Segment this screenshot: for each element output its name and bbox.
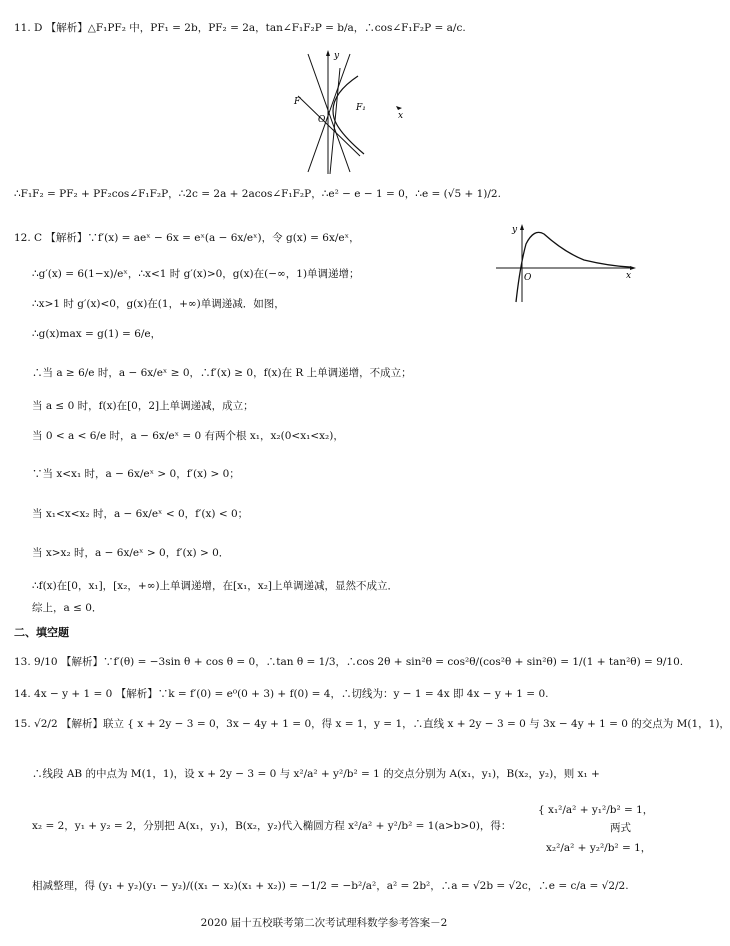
q12-line9: 当 x₁<x<x₂ 时，a − 6x/eˣ < 0，f′(x) < 0；	[32, 508, 249, 520]
q11-label-F: F	[294, 97, 301, 107]
q12-line10: 当 x>x₂ 时，a − 6x/eˣ > 0，f′(x) > 0．	[32, 547, 230, 559]
q15-line3: x₂ = 2，y₁ + y₂ = 2，分别把 A(x₁，y₁)，B(x₂，y₂)代入椭圆方程 x²/a² + y²/b² = 1(a>b>0)，得：	[32, 820, 512, 832]
q15-line2: ∴线段 AB 的中点为 M(1，1)，设 x + 2y − 3 = 0 与 x²/a² + y²/b² = 1 的交点分别为 A(x₁，y₁)，B(x₂，y₂)，则 x₁ +	[32, 768, 600, 780]
q15-system-eq2: x₂²/a² + y₂²/b² = 1，	[546, 842, 652, 854]
q15-two-eq-label: 两式	[610, 822, 631, 834]
q12-g-curve	[516, 232, 630, 302]
q12-line11: ∴f(x)在[0，x₁]，[x₂，+∞)上单调递增，在[x₁，x₂]上单调递减，显然不成立．	[32, 580, 399, 592]
q11-x-arrow	[396, 106, 402, 110]
q15-line1: 15. √2/2 【解析】联立 { x + 2y − 3 = 0，3x − 4y + 1 = 0，得 x = 1，y = 1，∴直线 x + 2y − 3 = 0 与 3x − 4y + 1 = 0 的交点为 M(1，1)，	[14, 718, 730, 730]
q12-line6: 当 a ≤ 0 时，f(x)在[0，2]上单调递减，成立；	[32, 400, 254, 412]
section-fill-in-title: 二、填空题	[14, 626, 69, 639]
q12-line8: ∵当 x<x₁ 时，a − 6x/eˣ > 0，f′(x) > 0；	[32, 468, 240, 480]
q11-y-axis-arrow	[326, 50, 330, 56]
q12-line5: ∴当 a ≥ 6/e 时，a − 6x/eˣ ≥ 0，∴f′(x) ≥ 0，f(x)在 R 上单调递增，不成立；	[32, 367, 412, 379]
q12-line3: ∴x>1 时 g′(x)<0，g(x)在(1，+∞)单调递减．如图，	[32, 298, 285, 310]
q12-y-axis-arrow	[520, 224, 524, 230]
q11-hyperbola-figure	[288, 46, 418, 176]
q11-line-1	[298, 96, 360, 156]
q13-line: 13. 9/10 【解析】∵f′(θ) = −3sin θ + cos θ = 0，∴tan θ = 1/3，∴cos 2θ + sin²θ = cos²θ/(cos²θ + sin²θ) = 1/(1 + tan²θ) = 9/10.	[14, 656, 684, 668]
q12-line2: ∴g′(x) = 6(1−x)/eˣ，∴x<1 时 g′(x)>0，g(x)在(−∞，1)单调递增；	[32, 268, 360, 280]
q12-line4: ∴g(x)max = g(1) = 6/e，	[32, 328, 162, 340]
q11-label-y: y	[334, 51, 340, 61]
q11-line2: ∴F₁F₂ = PF₂ + PF₂cos∠F₁F₂P，∴2c = 2a + 2acos∠F₁F₂P，∴e² − e − 1 = 0，∴e = (√5 + 1)/2.	[14, 188, 501, 200]
q12-label-x: x	[626, 271, 632, 281]
q12-x-axis-arrow	[630, 266, 636, 270]
page-footer: 2020 届十五校联考第二次考试理科数学参考答案－2	[200, 917, 448, 929]
q12-line12: 综上，a ≤ 0．	[32, 602, 103, 614]
q12-line1: 12. C 【解析】∵f′(x) = aeˣ − 6x = eˣ(a − 6x/eˣ)，令 g(x) = 6x/eˣ，	[14, 232, 360, 244]
q12-g-graph	[494, 222, 638, 304]
q12-label-O: O	[524, 273, 532, 283]
q11-label-F1: F₁	[356, 103, 366, 113]
q12-line7: 当 0 < a < 6/e 时，a − 6x/eˣ = 0 有两个根 x₁，x₂(0<x₁<x₂)，	[32, 430, 344, 442]
q12-label-y: y	[512, 225, 518, 235]
q15-system-eq1: { x₁²/a² + y₁²/b² = 1，	[538, 804, 654, 816]
q15-line4: 相减整理，得 (y₁ + y₂)(y₁ − y₂)/((x₁ − x₂)(x₁ + x₂)) = −1/2 = −b²/a²，a² = 2b²，∴a = √2b = √2c，∴e = c/a = √2/2.	[32, 880, 629, 892]
q11-label-O: O	[318, 115, 326, 125]
q11-line1: 11. D 【解析】△F₁PF₂ 中，PF₁ = 2b，PF₂ = 2a，tan∠F₁F₂P = b/a，∴cos∠F₁F₂P = a/c.	[14, 22, 466, 34]
q11-label-x: x	[398, 111, 404, 121]
q14-line: 14. 4x − y + 1 = 0 【解析】∵k = f′(0) = e⁰(0 + 3) + f(0) = 4，∴切线为：y − 1 = 4x 即 4x − y + 1 = 0.	[14, 688, 549, 700]
